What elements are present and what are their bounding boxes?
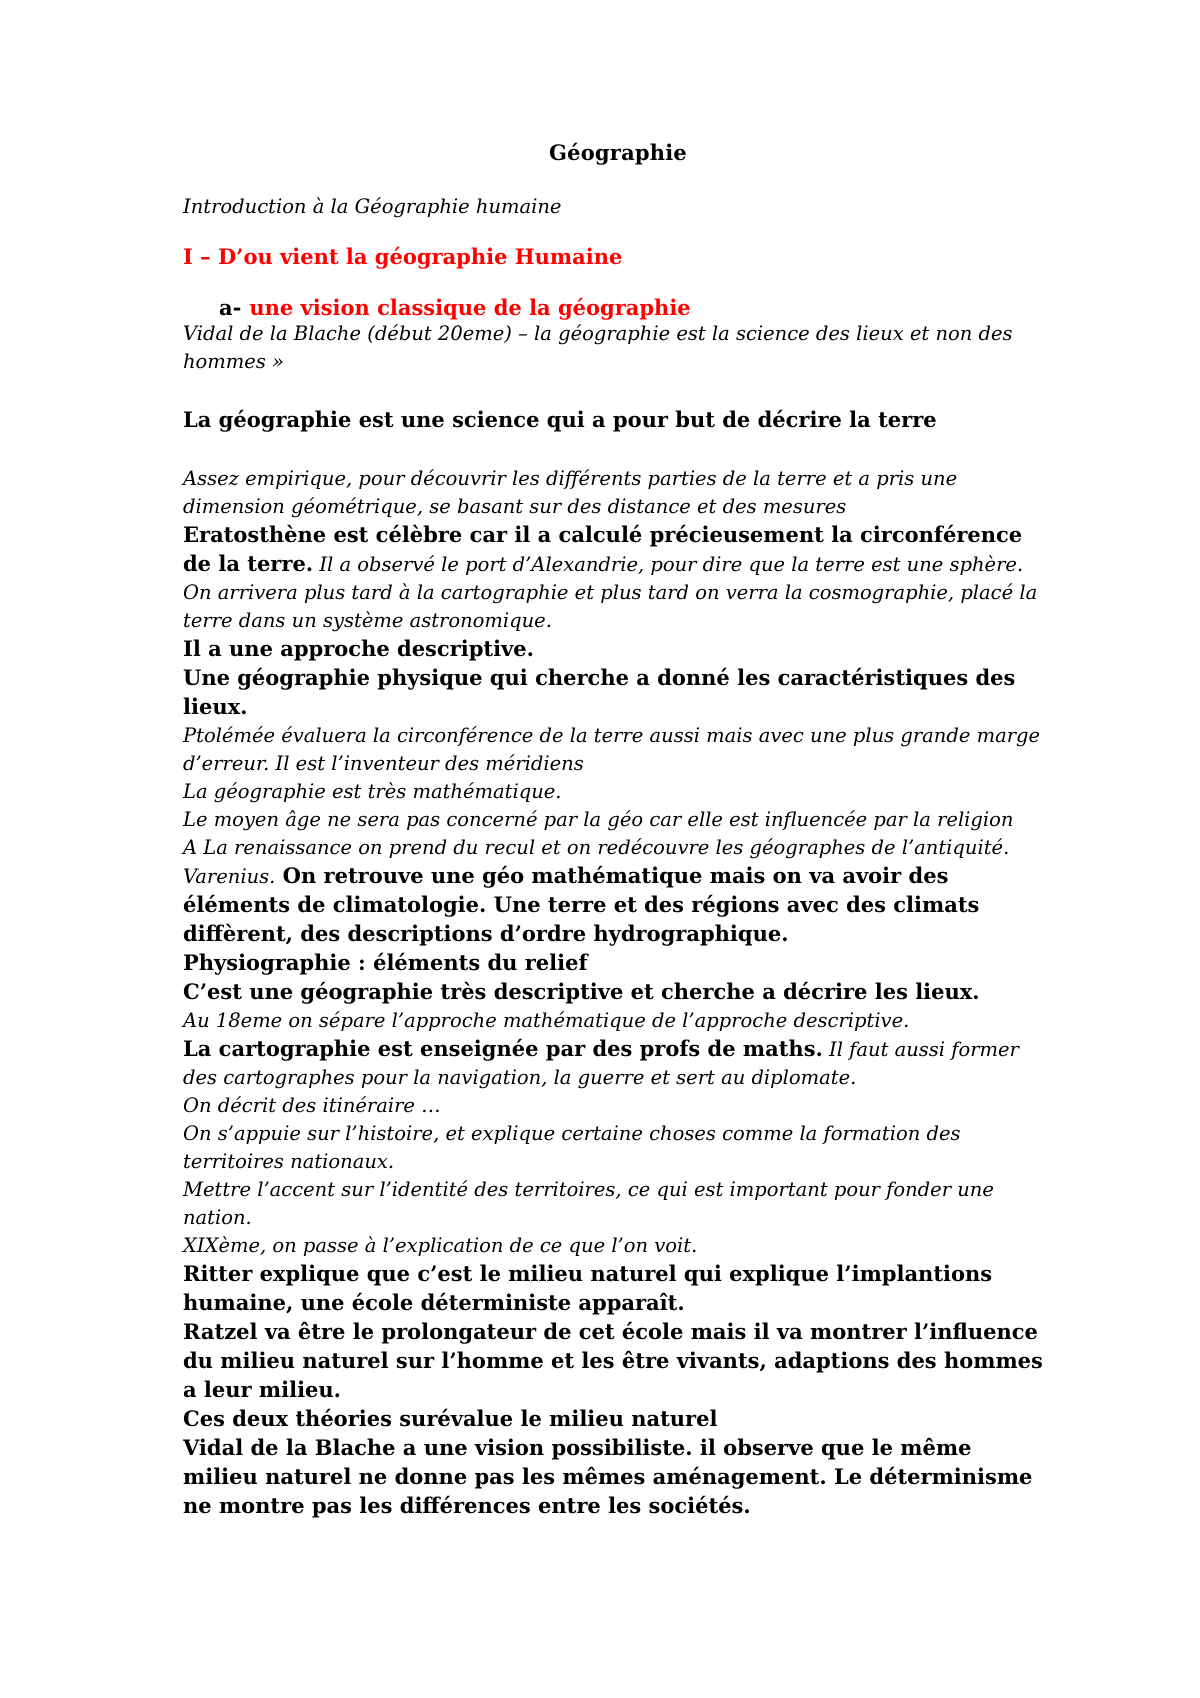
italic-text-run: Assez empirique, pour découvrir les différents parties de la terre et a pris une dimension géométrique, se basant sur des distance et des mesures <box>183 467 958 518</box>
paragraph <box>183 1405 1053 1434</box>
italic-text-run: Mettre l’accent sur l’identité des territoires, ce qui est important pour fonder une nation. <box>183 1178 994 1229</box>
bold-text-run: La géographie est une science qui a pour but de décrire la terre <box>183 407 937 432</box>
paragraph <box>183 664 1053 722</box>
italic-text-run: Le moyen âge ne sera pas concerné par la géo car elle est influencée par la religion <box>183 808 1014 831</box>
bold-text-run: Ces deux théories surévalue le milieu naturel <box>183 1406 718 1431</box>
italic-text-run: On arrivera plus tard à la cartographie et plus tard on verra la cosmographie, placé la terre dans un système astronomique. <box>183 581 1038 632</box>
italic-text-run: A La renaissance on prend du recul et on redécouvre les géographes de l’antiquité. <box>183 836 1010 859</box>
paragraph <box>183 862 1053 949</box>
paragraph <box>183 1035 1053 1092</box>
paragraph <box>183 778 1053 806</box>
paragraph <box>183 978 1053 1007</box>
paragraph <box>183 635 1053 664</box>
paragraph <box>183 1120 1053 1176</box>
paragraph <box>183 722 1053 778</box>
paragraph <box>183 406 1053 435</box>
bold-text-run: On retrouve une géo mathématique mais on va avoir des éléments de climatologie. Une terre et des régions avec des climats diffèrent, des descriptions d’ordre hydrographique. <box>183 863 980 946</box>
paragraph <box>183 521 1053 579</box>
italic-text-run: On décrit des itinéraire … <box>183 1094 441 1117</box>
document-page <box>183 140 1053 1521</box>
paragraph <box>183 1092 1053 1120</box>
paragraph <box>183 1318 1053 1405</box>
paragraph <box>183 1007 1053 1035</box>
bold-text-run: La cartographie est enseignée par des profs de maths. <box>183 1036 823 1061</box>
document-subtitle: Introduction à la Géographie humaine <box>183 195 562 218</box>
bold-text-run: Ratzel va être le prolongateur de cet école mais il va montrer l’influence du milieu naturel sur l’homme et les être vivants, adaptions des hommes a leur milieu. <box>183 1319 1043 1402</box>
italic-text-run: Ptolémée évaluera la circonférence de la terre aussi mais avec une plus grande marge d’erreur. Il est l’inventeur des méridiens <box>183 724 1041 775</box>
paragraph <box>183 1176 1053 1232</box>
paragraph <box>183 949 1053 978</box>
italic-text-run: XIXème, on passe à l’explication de ce que l’on voit. <box>183 1234 698 1257</box>
subsection-marker: a- <box>219 295 242 320</box>
paragraph <box>183 806 1053 834</box>
document-title: Géographie <box>549 140 687 165</box>
bold-text-run: Il a une approche descriptive. <box>183 636 534 661</box>
paragraph <box>183 465 1053 521</box>
bold-text-run: Une géographie physique qui cherche a donné les caractéristiques des lieux. <box>183 665 1016 719</box>
italic-text-run: Il faut aussi former des cartographes pour la navigation, la guerre et sert au diplomate. <box>183 1038 1019 1089</box>
paragraph <box>183 1260 1053 1318</box>
section-heading: I – D’ou vient la géographie Humaine <box>183 244 623 269</box>
paragraph <box>183 1434 1053 1521</box>
body-text <box>183 320 1053 1521</box>
italic-text-run: Varenius. <box>183 865 276 888</box>
paragraph <box>183 1232 1053 1260</box>
paragraph <box>183 320 1053 376</box>
italic-text-run: La géographie est très mathématique. <box>183 780 562 803</box>
italic-text-run: On s’appuie sur l’histoire, et explique certaine choses comme la formation des territoires nationaux. <box>183 1122 961 1173</box>
bold-text-run: Physiographie : éléments du relief <box>183 950 588 975</box>
subsection-heading-row <box>183 295 1053 320</box>
bold-text-run: Ritter explique que c’est le milieu naturel qui explique l’implantions humaine, une école déterministe apparaît. <box>183 1261 993 1315</box>
bold-text-run: Eratosthène est célèbre car il a calculé précieusement la circonférence de la terre. <box>183 522 1023 576</box>
subsection-heading: une vision classique de la géographie <box>249 295 691 320</box>
bold-text-run: Vidal de la Blache a une vision possibiliste. il observe que le même milieu naturel ne donne pas les mêmes aménagement. Le déterminisme ne montre pas les différences entre les sociétés. <box>183 1435 1033 1518</box>
italic-text-run: Il a observé le port d’Alexandrie, pour dire que la terre est une sphère. <box>313 553 1024 576</box>
bold-text-run: C’est une géographie très descriptive et cherche a décrire les lieux. <box>183 979 980 1004</box>
paragraph <box>183 579 1053 635</box>
paragraph <box>183 834 1053 862</box>
italic-text-run: Vidal de la Blache (début 20eme) – la géographie est la science des lieux et non des hommes » <box>183 322 1013 373</box>
italic-text-run: Au 18eme on sépare l’approche mathématique de l’approche descriptive. <box>183 1009 910 1032</box>
